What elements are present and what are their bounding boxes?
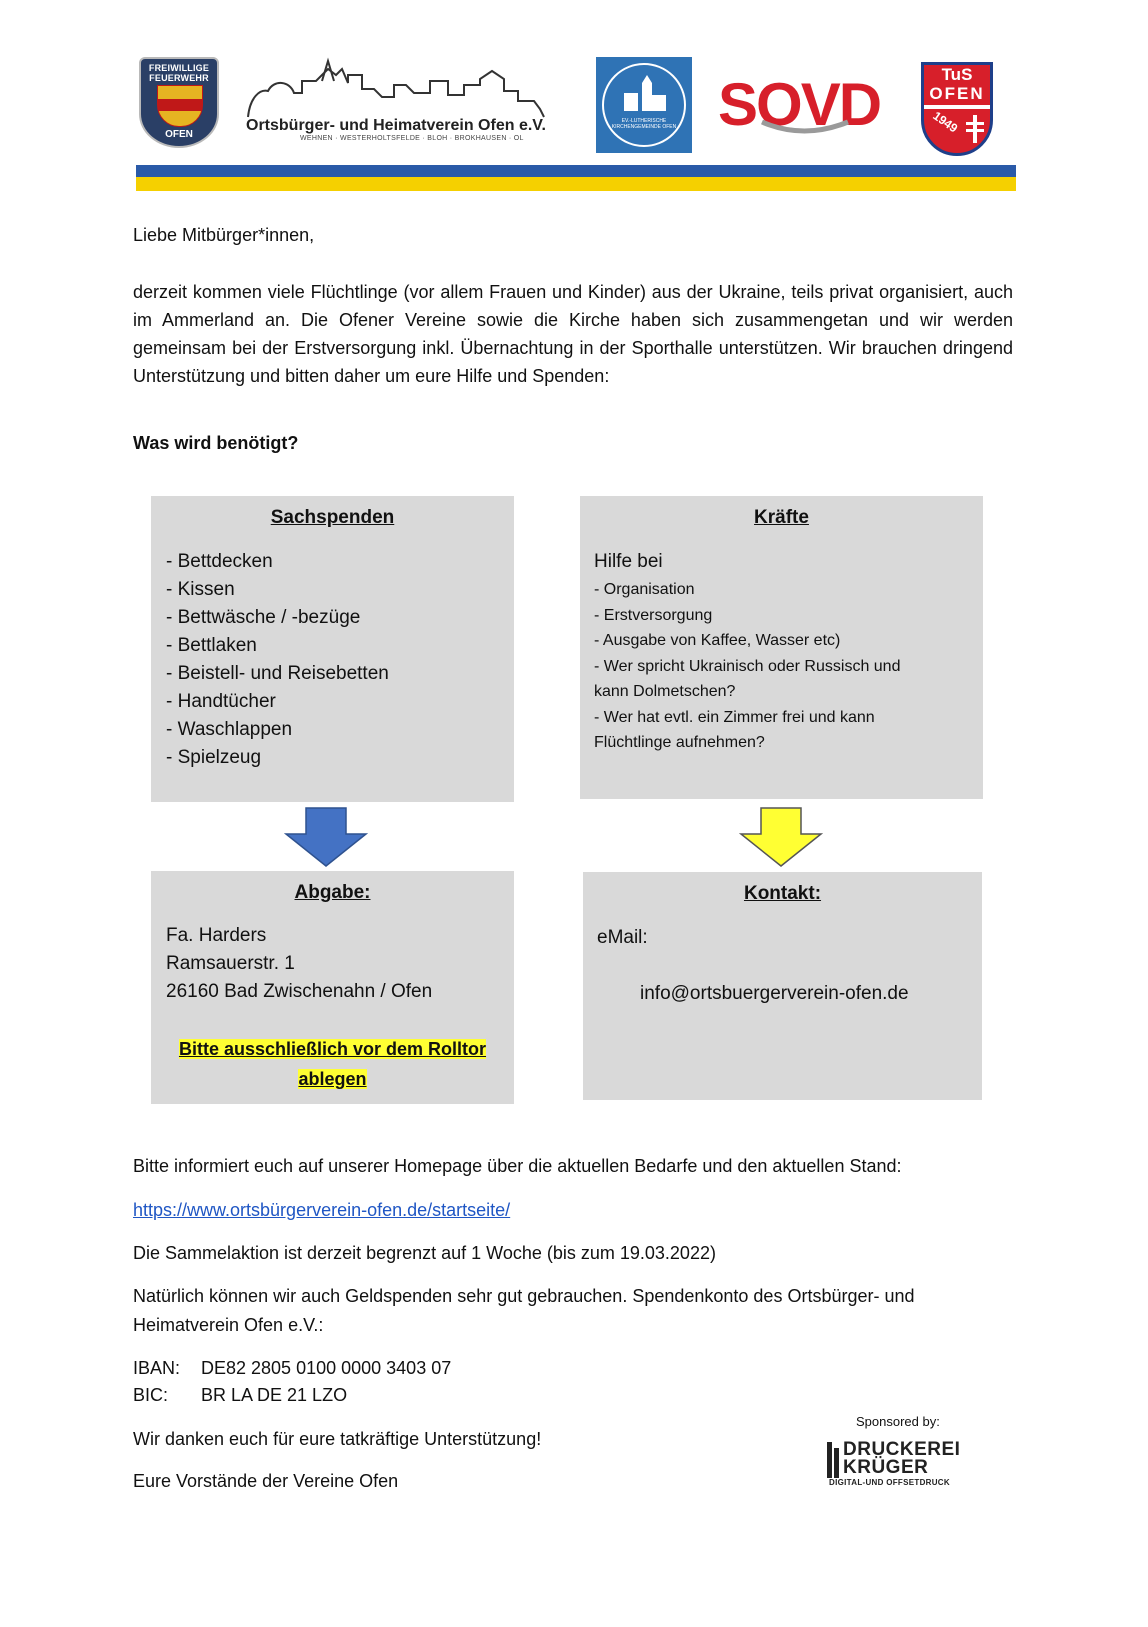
- abgabe-notice-line2: ablegen: [298, 1069, 367, 1089]
- abgabe-line: Ramsauerstr. 1: [166, 953, 295, 974]
- feuerwehr-bottom: OFEN: [165, 129, 193, 140]
- iban-label: IBAN:: [133, 1358, 181, 1378]
- sovd-logo: SOVD: [718, 71, 881, 138]
- bic-value: BR LA DE 21 LZO: [201, 1385, 348, 1405]
- kontakt-title: Kontakt:: [743, 883, 822, 904]
- druckerei-krueger-logo: [827, 1440, 997, 1490]
- ukraine-stripe-yellow: [136, 177, 1016, 191]
- list-item: - Handtücher: [166, 691, 276, 712]
- tus-ofen-logo: [921, 62, 993, 156]
- email-label: eMail:: [597, 927, 648, 948]
- intro-paragraph: derzeit kommen viele Flüchtlinge (vor allem Frauen und Kinder) aus der Ukraine, teils privat organisiert, auch im Ammerland an. Die Ofener Vereine sowie die Kirche haben sich zusammengetan und wir werden gemeinsam bei der Erstversorgung inkl. Übernachtung in der Sporthalle unterstützen. Wir brauchen dringend Unterstützung und bitten daher um eure Hilfe und Spenden:: [133, 282, 1013, 386]
- abgabe-notice-line1: Bitte ausschließlich vor dem Rolltor: [178, 1039, 487, 1059]
- arrow-down-blue-icon: [284, 806, 368, 868]
- question-heading: Was wird benötigt?: [133, 433, 299, 453]
- heimatverein-subtitle: WEHNEN · WESTERHOLTSFELDE · BLOH · BROKHAUSEN · OL: [300, 135, 524, 142]
- signature-line: Eure Vorstände der Vereine Ofen: [133, 1471, 399, 1491]
- sponsor-line2: KRÜGER: [843, 1457, 929, 1478]
- arrow-down-yellow-icon: [739, 806, 823, 868]
- sachspenden-box: [151, 496, 514, 802]
- kraefte-intro: Hilfe bei: [594, 551, 663, 572]
- donation-line2: Heimatverein Ofen e.V.:: [133, 1315, 324, 1335]
- feuerwehr-line1: FREIWILLIGE: [148, 63, 210, 73]
- list-item: - Spielzeug: [166, 747, 262, 768]
- list-item: kann Dolmetschen?: [594, 683, 736, 700]
- feuerwehr-line2: FEUERWEHR: [149, 73, 209, 83]
- list-item: Flüchtlinge aufnehmen?: [594, 734, 765, 751]
- greeting: Liebe Mitbürger*innen,: [133, 225, 315, 245]
- sponsor-label: Sponsored by:: [856, 1414, 940, 1429]
- bic-label: BIC:: [133, 1385, 169, 1405]
- tus-line2: OFEN: [929, 84, 985, 103]
- sponsor-line1: DRUCKEREI: [843, 1439, 961, 1460]
- list-item: - Waschlappen: [166, 719, 293, 740]
- feuerwehr-logo: [139, 57, 219, 148]
- print-bars-icon: [827, 1442, 841, 1478]
- kirchengemeinde-logo: [596, 57, 692, 153]
- abgabe-box: [151, 871, 514, 1104]
- abgabe-title: Abgabe:: [294, 882, 371, 903]
- list-item: - Bettdecken: [166, 551, 273, 572]
- list-item: - Kissen: [166, 579, 235, 600]
- sovd-swoosh-icon: [760, 118, 850, 138]
- kraefte-box: [580, 496, 983, 799]
- list-item: - Bettwäsche / -bezüge: [166, 607, 361, 628]
- kirche-label: EV.-LUTHERISCHE KIRCHENGEMEINDE OFEN: [611, 118, 677, 130]
- list-item: - Wer hat evtl. ein Zimmer frei und kann: [594, 708, 875, 726]
- list-item: - Erstversorgung: [594, 606, 713, 624]
- abgabe-line: 26160 Bad Zwischenahn / Ofen: [166, 981, 433, 1002]
- thanks-line: Wir danken euch für eure tatkräftige Unterstützung!: [133, 1429, 542, 1449]
- homepage-link[interactable]: https://www.ortsbürgerverein-ofen.de/startseite/: [133, 1200, 511, 1220]
- kraefte-title: Kräfte: [754, 507, 809, 528]
- village-skyline-icon: [244, 55, 564, 121]
- church-icon: [618, 75, 670, 115]
- email-address[interactable]: info@ortsbuergerverein-ofen.de: [640, 983, 909, 1004]
- list-item: - Ausgabe von Kaffee, Wasser etc): [594, 632, 841, 649]
- iban-value: DE82 2805 0100 0000 3403 07: [201, 1358, 452, 1378]
- heimatverein-name: Ortsbürger- und Heimatverein Ofen e.V.: [246, 117, 546, 134]
- tus-year: 1949: [930, 108, 961, 136]
- duration-note: Die Sammelaktion ist derzeit begrenzt auf 1 Woche (bis zum 19.03.2022): [133, 1243, 716, 1263]
- feuerwehr-crest-icon: [157, 85, 203, 127]
- kontakt-box: [583, 872, 982, 1100]
- list-item: - Organisation: [594, 581, 695, 598]
- abgabe-line: Fa. Harders: [166, 925, 267, 946]
- homepage-info: Bitte informiert euch auf unserer Homepage über die aktuellen Bedarfe und den aktuellen Stand:: [133, 1156, 902, 1176]
- ukraine-stripe-blue: [136, 165, 1016, 177]
- list-item: - Wer spricht Ukrainisch oder Russisch und: [594, 657, 901, 675]
- donation-line1: Natürlich können wir auch Geldspenden sehr gut gebrauchen. Spendenkonto des Ortsbürger- und: [133, 1286, 915, 1306]
- sponsor-line3: DIGITAL-UND OFFSETDRUCK: [829, 1478, 950, 1487]
- tus-line1: TuS: [941, 65, 973, 84]
- sachspenden-title: Sachspenden: [270, 507, 395, 528]
- list-item: - Bettlaken: [166, 635, 257, 656]
- list-item: - Beistell- und Reisebetten: [166, 663, 389, 684]
- cross-icon: [964, 115, 986, 143]
